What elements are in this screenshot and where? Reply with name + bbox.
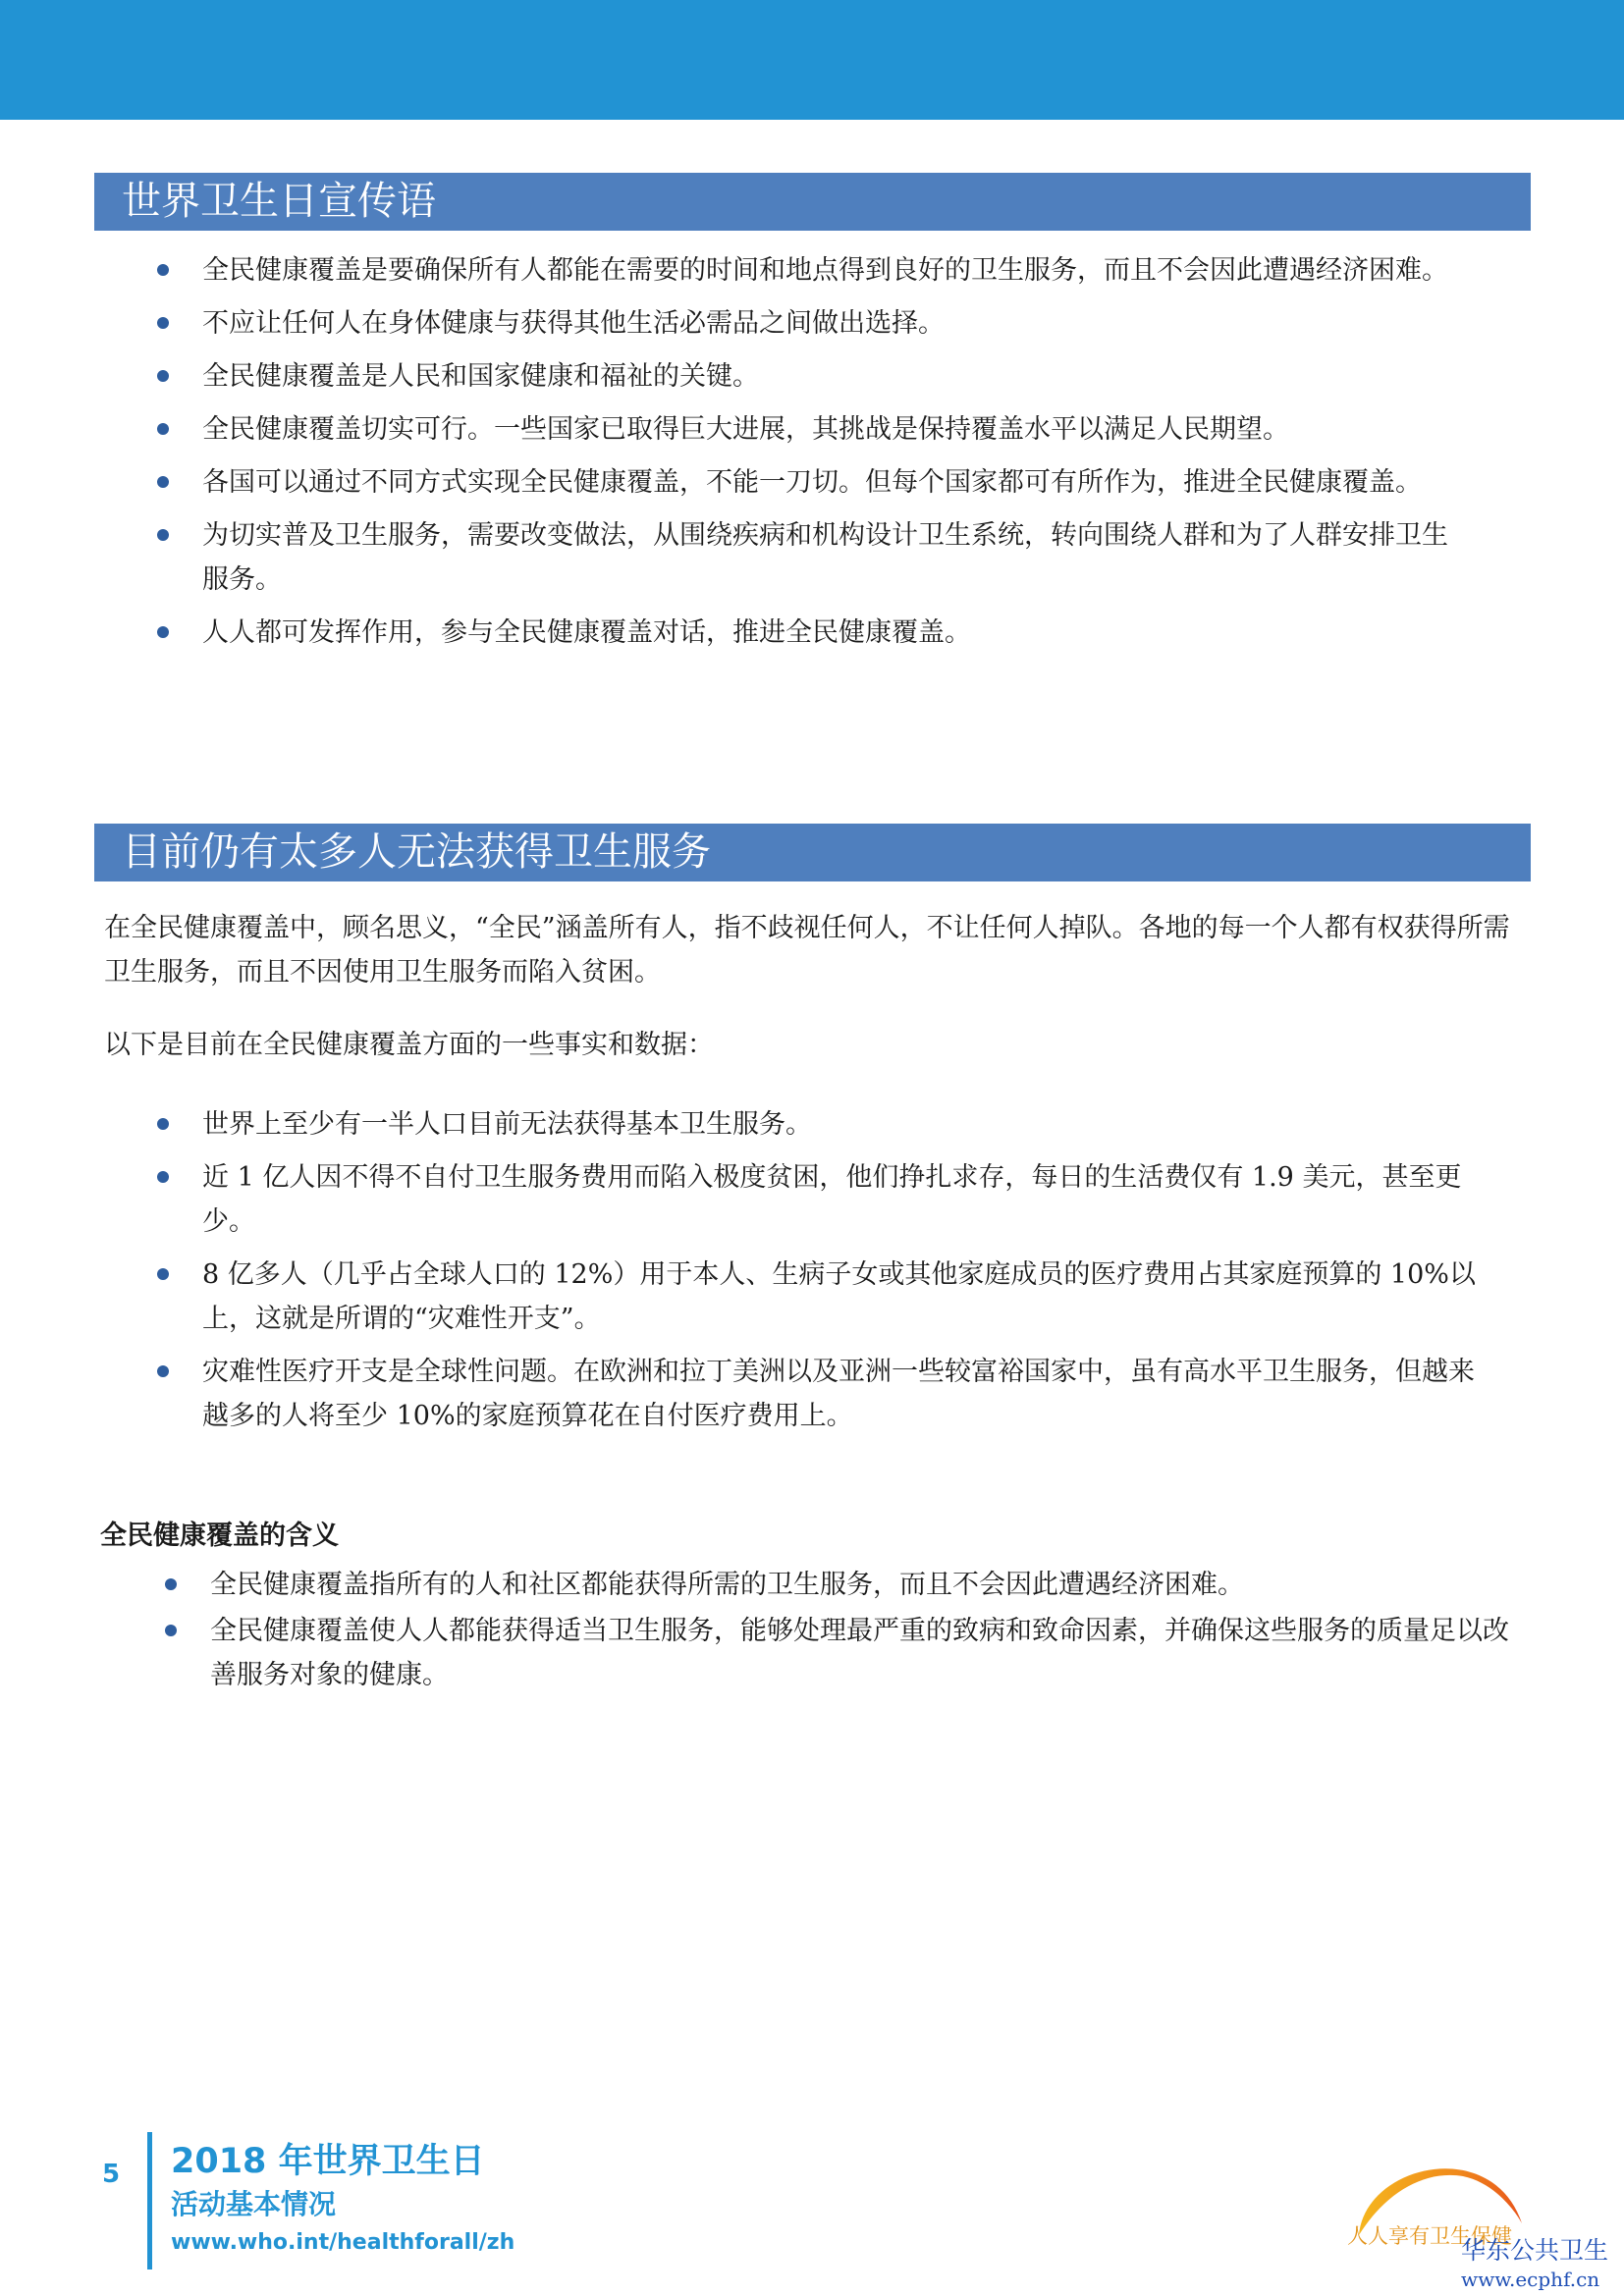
list-item-text: 为切实普及卫生服务，需要改变做法，从围绕疾病和机构设计卫生系统，转向围绕人群和为了人群安排卫生服务。 [202,520,1448,595]
list-item-text: 8 亿多人（几乎占全球人口的 12%）用于本人、生病子女或其他家庭成员的医疗费用占其家庭预算的 10%以上，这就是所谓的“灾难性开支”。 [202,1259,1476,1334]
watermark-text: 华东公共卫生 [1461,2236,1609,2265]
footer-url-link[interactable]: www.who.int/healthforall/zh [171,2230,515,2255]
list-item [157,354,1463,399]
list-item [157,460,1463,505]
list-item [157,1155,1483,1244]
list-item [157,301,1463,346]
list-item-text: 灾难性医疗开支是全球性问题。在欧洲和拉丁美洲以及亚洲一些较富裕国家中，虽有高水平卫生服务，但越来越多的人将至少 10%的家庭预算花在自付医疗费用上。 [202,1357,1475,1431]
footer-divider [147,2132,152,2269]
list-item [165,1563,1510,1607]
intro-paragraph: 在全民健康覆盖中，顾名思义，“全民”涵盖所有人，指不歧视任何人，不让任何人掉队。各地的每一个人都有权获得所需卫生服务，而且不因使用卫生服务而陷入贫困。 [104,913,1510,988]
page-number: 5 [102,2160,121,2189]
bullet-icon [157,370,169,382]
list-item [157,1350,1483,1438]
list-item [157,513,1463,602]
top-header-band [0,0,1624,120]
list-item [157,407,1463,452]
bullet-icon [165,1625,177,1636]
list-item-text: 近 1 亿人因不得不自付卫生服务费用而陷入极度贫困，他们挣扎求存，每日的生活费仅有 1.9 美元，甚至更少。 [202,1162,1462,1237]
facts-lead-paragraph: 以下是目前在全民健康覆盖方面的一些事实和数据： [104,1030,714,1060]
meaning-list [165,1563,1510,1699]
bullet-icon [157,529,169,541]
footer-subtitle: 活动基本情况 [171,2188,337,2220]
list-item-text: 世界上至少有一半人口目前无法获得基本卫生服务。 [202,1109,812,1140]
subheading-uhc-meaning: 全民健康覆盖的含义 [100,1521,339,1551]
facts-list [157,1102,1483,1447]
list-item-text: 全民健康覆盖切实可行。一些国家已取得巨大进展，其挑战是保持覆盖水平以满足人民期望。 [202,414,1289,445]
bullet-icon [157,264,169,276]
list-item [165,1609,1510,1697]
list-item-text: 全民健康覆盖是人民和国家健康和福祉的关键。 [202,361,759,392]
bullet-icon [157,1268,169,1280]
list-item [157,1253,1483,1341]
list-item-text: 不应让任何人在身体健康与获得其他生活必需品之间做出选择。 [202,308,945,339]
list-item-text: 全民健康覆盖使人人都能获得适当卫生服务，能够处理最严重的致病和致命因素，并确保这些服务的质量足以改善服务对象的健康。 [210,1616,1509,1690]
footer-title: 2018 年世界卫生日 [171,2142,485,2181]
bullet-icon [157,476,169,488]
bullet-icon [157,1365,169,1377]
bullet-icon [157,423,169,435]
list-item-text: 全民健康覆盖是要确保所有人都能在需要的时间和地点得到良好的卫生服务，而且不会因此遭遇经济困难。 [202,255,1448,286]
watermark-url: www.ecphf.cn [1461,2268,1600,2291]
list-item-text: 人人都可发挥作用，参与全民健康覆盖对话，推进全民健康覆盖。 [202,617,971,648]
bullet-icon [165,1578,177,1590]
list-item [157,1102,1483,1147]
bullet-icon [157,626,169,638]
list-item-text: 全民健康覆盖指所有的人和社区都能获得所需的卫生服务，而且不会因此遭遇经济困难。 [210,1570,1244,1600]
bullet-icon [157,317,169,329]
list-item [157,248,1463,293]
section-heading-slogans: 世界卫生日宣传语 [94,173,1531,231]
section-heading-access-gap: 目前仍有太多人无法获得卫生服务 [94,824,1531,881]
bullet-icon [157,1171,169,1183]
logo-caption: 人人享有卫生保健 [1347,2224,1512,2248]
slogan-list [157,248,1463,664]
list-item-text: 各国可以通过不同方式实现全民健康覆盖，不能一刀切。但每个国家都可有所作为，推进全民健康覆盖。 [202,467,1422,498]
bullet-icon [157,1118,169,1130]
list-item [157,611,1463,655]
